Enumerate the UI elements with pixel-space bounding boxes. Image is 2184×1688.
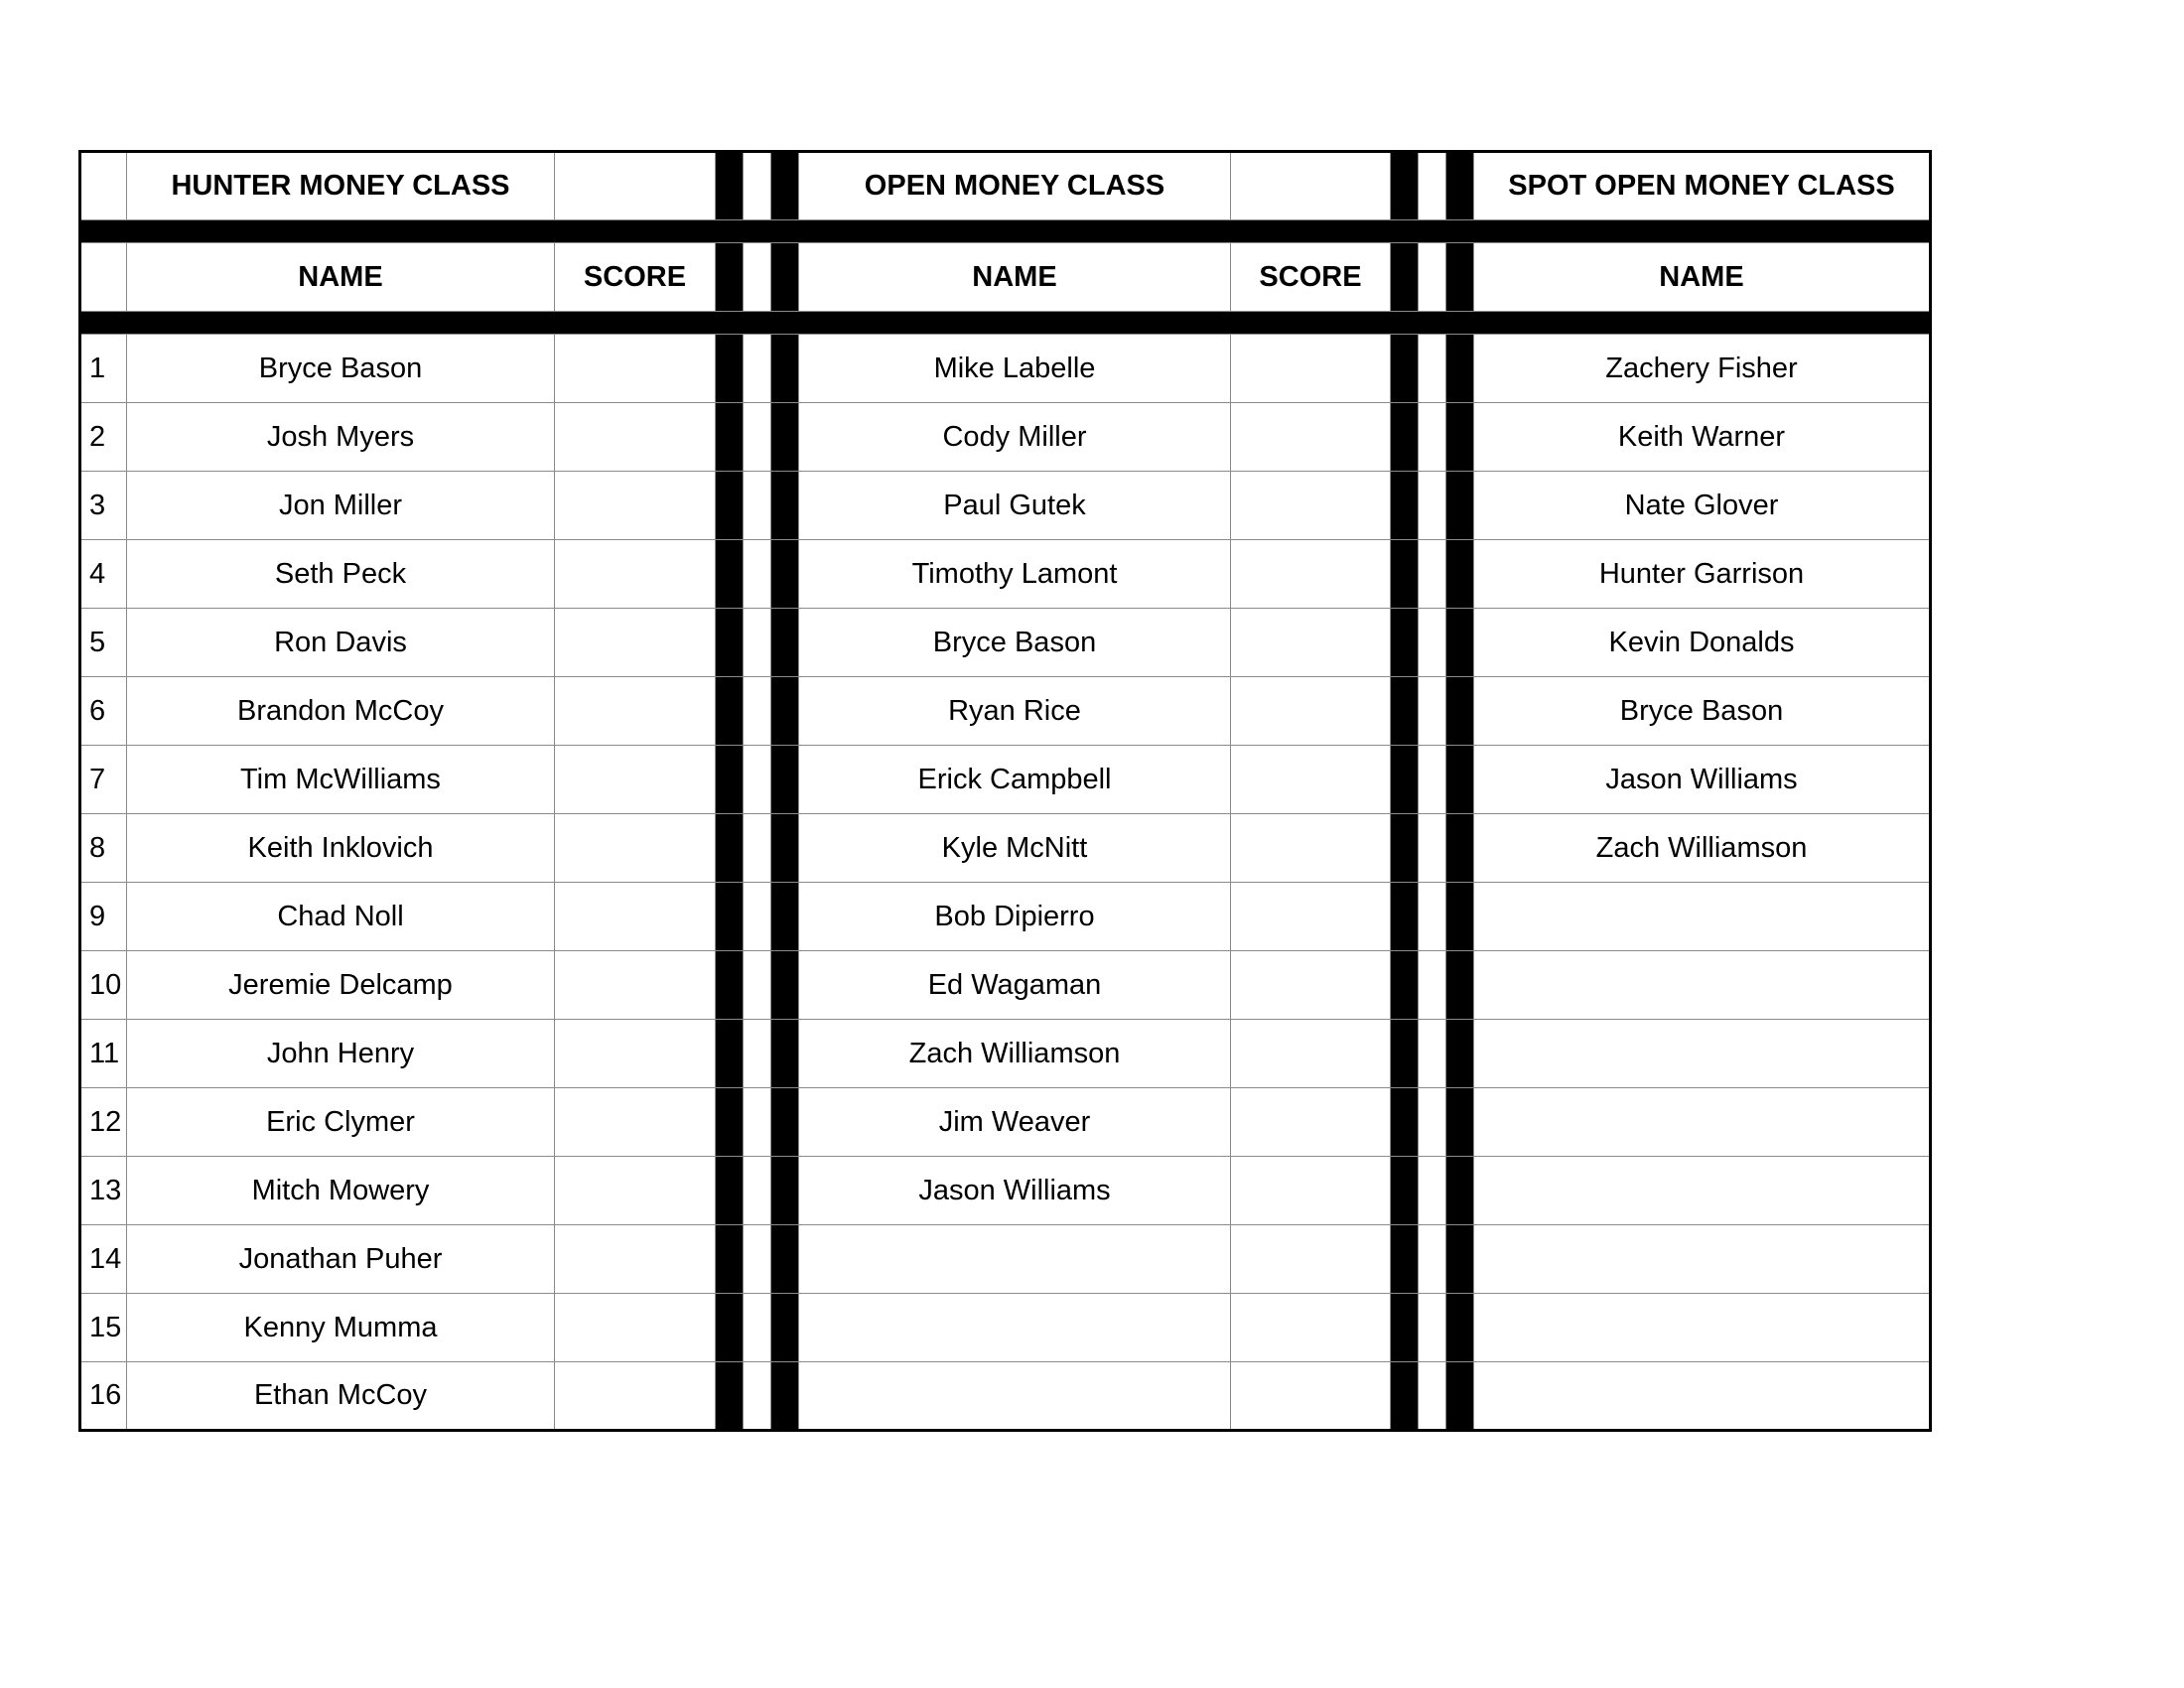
open-name-cell: Erick Campbell [799,746,1231,814]
hunter-name-cell: Mitch Mowery [127,1157,555,1225]
divider [716,540,744,609]
divider [1446,1225,1474,1294]
gap [1419,1225,1446,1294]
gap [1419,951,1446,1020]
open-name-cell [799,1225,1231,1294]
table-row [80,1294,1931,1362]
divider [1446,403,1474,472]
divider [1446,609,1474,677]
table-row [80,1362,1931,1431]
spot-name-cell [1474,1020,1931,1088]
row-number: 12 [80,1088,127,1157]
table-row [80,1157,1931,1225]
gap [1419,403,1446,472]
open-score-cell [1231,335,1391,403]
gap [1419,677,1446,746]
hunter-name-cell: Jon Miller [127,472,555,540]
gap [1419,335,1446,403]
spot-name-cell [1474,883,1931,951]
gap [744,814,771,883]
spot-name-cell: Kevin Donalds [1474,609,1931,677]
open-score-cell [1231,540,1391,609]
divider [1391,814,1419,883]
hunter-name-cell: Eric Clymer [127,1088,555,1157]
gap [744,1294,771,1362]
divider [1446,951,1474,1020]
column-header-row [80,243,1931,312]
gap [1419,883,1446,951]
divider [716,1294,744,1362]
hunter-score-cell [555,1157,716,1225]
divider [716,951,744,1020]
divider [716,883,744,951]
spot-name-cell: Hunter Garrison [1474,540,1931,609]
divider [716,1225,744,1294]
divider [716,1020,744,1088]
divider [1446,883,1474,951]
divider [716,403,744,472]
hunter-name-header: NAME [127,243,555,312]
hunter-score-cell [555,335,716,403]
class-title-row [80,152,1931,220]
open-name-cell: Bryce Bason [799,609,1231,677]
divider [771,1020,799,1088]
open-score-cell [1231,883,1391,951]
gap [744,540,771,609]
divider [771,472,799,540]
open-name-cell: Cody Miller [799,403,1231,472]
open-score-cell [1231,1225,1391,1294]
hunter-score-cell [555,883,716,951]
gap [1419,1362,1446,1431]
gap [744,677,771,746]
open-score-header: SCORE [1231,243,1391,312]
divider [1446,1294,1474,1362]
row-number: 9 [80,883,127,951]
table-row [80,403,1931,472]
hunter-score-cell [555,746,716,814]
row-number: 5 [80,609,127,677]
divider [716,814,744,883]
hunter-name-cell: Ethan McCoy [127,1362,555,1431]
divider [771,335,799,403]
table-row [80,951,1931,1020]
hunter-score-cell [555,814,716,883]
gap [1419,1088,1446,1157]
separator-band [80,220,1931,243]
divider [771,540,799,609]
open-name-cell: Jason Williams [799,1157,1231,1225]
hunter-score-cell [555,609,716,677]
table-row [80,335,1931,403]
open-score-cell [1231,609,1391,677]
spot-class-title: SPOT OPEN MONEY CLASS [1474,152,1931,220]
hunter-score-header: SCORE [555,243,716,312]
table-row [80,1020,1931,1088]
hunter-score-cell [555,472,716,540]
open-score-cell [1231,403,1391,472]
hunter-name-cell: Seth Peck [127,540,555,609]
divider [1446,814,1474,883]
hunter-score-cell [555,540,716,609]
spot-name-cell [1474,1294,1931,1362]
hunter-name-cell: Jonathan Puher [127,1225,555,1294]
row-number: 8 [80,814,127,883]
divider [1391,152,1419,220]
gap [744,335,771,403]
divider [771,746,799,814]
divider [1391,1088,1419,1157]
divider [1446,152,1474,220]
open-name-cell [799,1362,1231,1431]
table-row [80,1088,1931,1157]
divider [1391,951,1419,1020]
open-score-cell [1231,1088,1391,1157]
divider [1446,335,1474,403]
row-number: 6 [80,677,127,746]
hunter-name-cell: Chad Noll [127,883,555,951]
row-number: 15 [80,1294,127,1362]
spot-name-cell: Zachery Fisher [1474,335,1931,403]
divider [1446,1088,1474,1157]
divider [771,951,799,1020]
divider [716,152,744,220]
gap [1419,540,1446,609]
money-class-table [78,150,1932,1432]
row-number: 14 [80,1225,127,1294]
hunter-score-cell [555,1088,716,1157]
divider [1446,746,1474,814]
row-number: 4 [80,540,127,609]
divider [716,335,744,403]
open-score-cell [1231,746,1391,814]
separator-band [80,312,1931,335]
divider [1391,335,1419,403]
gap [1419,746,1446,814]
hunter-name-cell: Keith Inklovich [127,814,555,883]
open-title-blank [1231,152,1391,220]
hunter-name-cell: Tim McWilliams [127,746,555,814]
divider [716,609,744,677]
divider [771,1362,799,1431]
divider [716,1362,744,1431]
divider [771,152,799,220]
open-name-cell: Jim Weaver [799,1088,1231,1157]
open-score-cell [1231,1157,1391,1225]
row-number: 11 [80,1020,127,1088]
hunter-score-cell [555,403,716,472]
gap [744,1362,771,1431]
spot-name-cell: Zach Williamson [1474,814,1931,883]
gap [1419,1020,1446,1088]
open-score-cell [1231,814,1391,883]
spot-name-header: NAME [1474,243,1931,312]
divider [1446,1020,1474,1088]
row-number: 10 [80,951,127,1020]
spot-name-cell: Bryce Bason [1474,677,1931,746]
table-row [80,540,1931,609]
spot-name-cell [1474,1225,1931,1294]
divider [771,609,799,677]
divider [1391,1362,1419,1431]
open-score-cell [1231,1294,1391,1362]
divider [1391,540,1419,609]
spot-name-cell [1474,1088,1931,1157]
divider [1446,540,1474,609]
table-row [80,609,1931,677]
open-score-cell [1231,1362,1391,1431]
gap [744,1020,771,1088]
hunter-name-cell: Kenny Mumma [127,1294,555,1362]
divider [1391,609,1419,677]
hunter-score-cell [555,1225,716,1294]
spot-name-cell: Keith Warner [1474,403,1931,472]
divider [716,1088,744,1157]
divider [1391,883,1419,951]
open-score-cell [1231,1020,1391,1088]
divider [1391,403,1419,472]
open-name-cell: Zach Williamson [799,1020,1231,1088]
row-number: 2 [80,403,127,472]
open-name-cell: Kyle McNitt [799,814,1231,883]
spot-name-cell [1474,1362,1931,1431]
divider [1391,1225,1419,1294]
divider [771,1225,799,1294]
table-row [80,814,1931,883]
row-number: 1 [80,335,127,403]
divider [771,1157,799,1225]
divider [716,472,744,540]
row-number: 7 [80,746,127,814]
divider [1446,243,1474,312]
hunter-class-title: HUNTER MONEY CLASS [127,152,555,220]
divider [716,677,744,746]
gap [744,951,771,1020]
divider [1446,1157,1474,1225]
row-number: 3 [80,472,127,540]
hunter-name-cell: Bryce Bason [127,335,555,403]
hunter-name-cell: Josh Myers [127,403,555,472]
gap [744,403,771,472]
hunter-name-cell: John Henry [127,1020,555,1088]
divider [1391,243,1419,312]
hunter-score-cell [555,951,716,1020]
corner-cell [80,152,127,220]
hunter-title-blank [555,152,716,220]
gap [1419,1294,1446,1362]
open-name-cell: Ryan Rice [799,677,1231,746]
table-row [80,472,1931,540]
divider [771,1088,799,1157]
divider [716,746,744,814]
number-header [80,243,127,312]
divider [771,1294,799,1362]
gap [744,609,771,677]
row-number: 16 [80,1362,127,1431]
spot-name-cell [1474,951,1931,1020]
open-name-header: NAME [799,243,1231,312]
spot-name-cell: Jason Williams [1474,746,1931,814]
divider [1391,1157,1419,1225]
hunter-score-cell [555,1362,716,1431]
gap [744,746,771,814]
divider [716,1157,744,1225]
open-name-cell: Ed Wagaman [799,951,1231,1020]
table-row [80,883,1931,951]
divider [771,243,799,312]
open-name-cell: Paul Gutek [799,472,1231,540]
spot-name-cell: Nate Glover [1474,472,1931,540]
gap [1419,609,1446,677]
divider [1391,1294,1419,1362]
hunter-name-cell: Jeremie Delcamp [127,951,555,1020]
gap [744,883,771,951]
divider [716,243,744,312]
divider [1391,677,1419,746]
hunter-score-cell [555,1020,716,1088]
divider [1446,1362,1474,1431]
open-class-title: OPEN MONEY CLASS [799,152,1231,220]
gap [1419,814,1446,883]
open-name-cell [799,1294,1231,1362]
open-name-cell: Timothy Lamont [799,540,1231,609]
divider [1446,472,1474,540]
divider [1391,472,1419,540]
hunter-name-cell: Brandon McCoy [127,677,555,746]
gap [744,1225,771,1294]
divider [771,883,799,951]
gap [744,472,771,540]
open-name-cell: Bob Dipierro [799,883,1231,951]
divider [1391,746,1419,814]
gap [1419,1157,1446,1225]
open-score-cell [1231,951,1391,1020]
divider [1446,677,1474,746]
open-score-cell [1231,677,1391,746]
hunter-score-cell [555,1294,716,1362]
gap [744,1157,771,1225]
gap [744,1088,771,1157]
open-score-cell [1231,472,1391,540]
spot-name-cell [1474,1157,1931,1225]
row-number: 13 [80,1157,127,1225]
table-row [80,677,1931,746]
open-name-cell: Mike Labelle [799,335,1231,403]
divider [771,403,799,472]
hunter-name-cell: Ron Davis [127,609,555,677]
gap [1419,472,1446,540]
divider [771,814,799,883]
table-row [80,1225,1931,1294]
divider [771,677,799,746]
divider [1391,1020,1419,1088]
hunter-score-cell [555,677,716,746]
table-row [80,746,1931,814]
